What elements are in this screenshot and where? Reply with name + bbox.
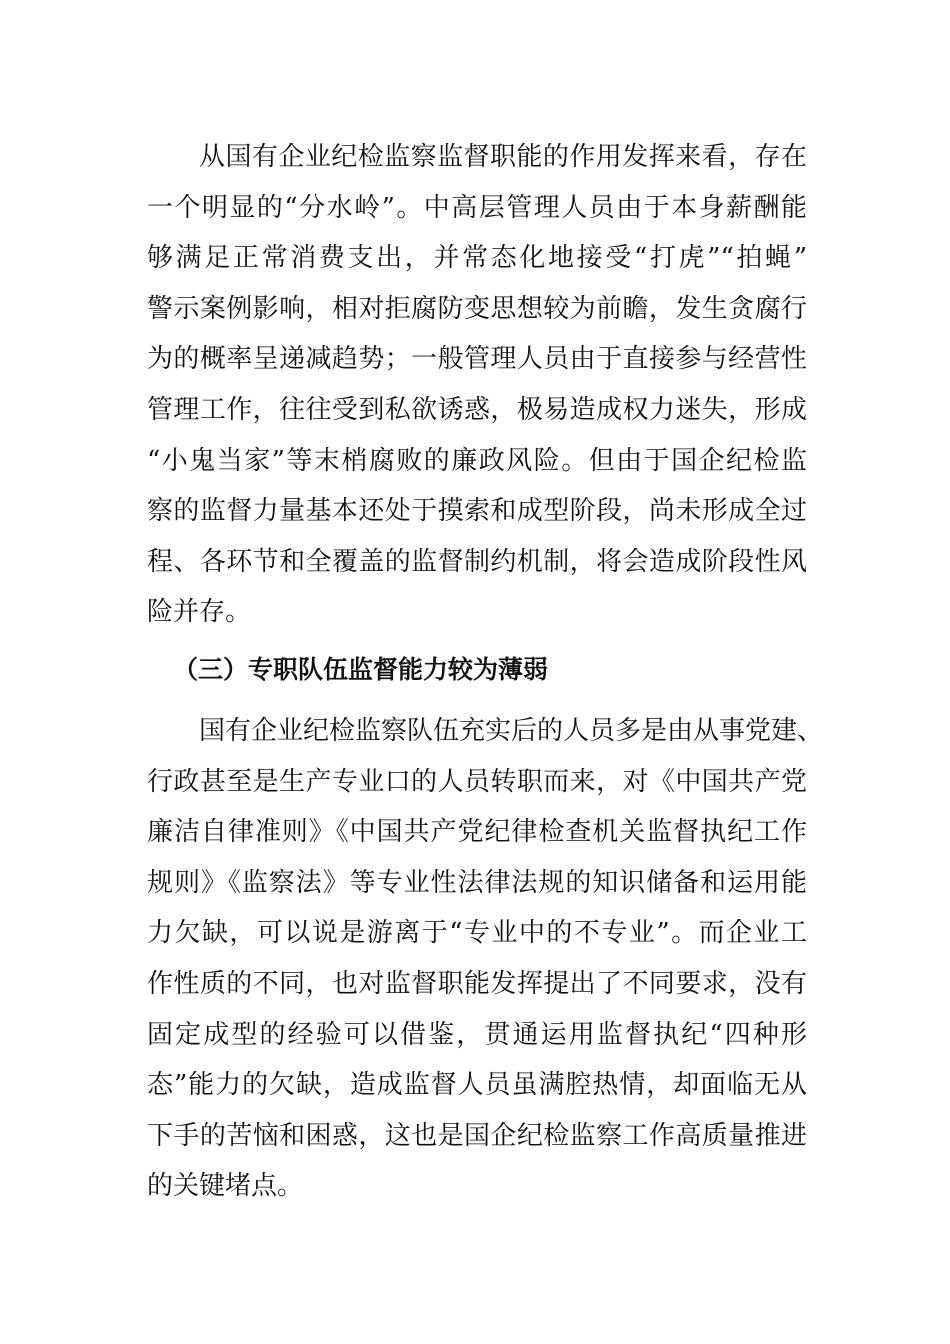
document-page bbox=[147, 132, 824, 1212]
paragraph-line: 险并存。 bbox=[147, 597, 252, 628]
paragraph-line: 力欠缺，可以说是游离于“专业中的不专业”。而企业工 bbox=[147, 918, 807, 949]
paragraph-1 bbox=[147, 132, 807, 638]
paragraph-line: 一个明显的“分水岭”。中高层管理人员由于本身薪酬能 bbox=[147, 192, 807, 223]
paragraph-line: 固定成型的经验可以借鉴，贯通运用监督执纪“四种形 bbox=[147, 1019, 807, 1050]
section-heading: （三）专职队伍监督能力较为薄弱 bbox=[173, 654, 549, 684]
paragraph-line: 下手的苦恼和困惑，这也是国企纪检监察工作高质量推进 bbox=[147, 1120, 807, 1151]
paragraph-line: 态”能力的欠缺，造成监督人员虽满腔热情，却面临无从 bbox=[147, 1070, 807, 1101]
paragraph-line: 察的监督力量基本还处于摸索和成型阶段，尚未形成全过 bbox=[147, 496, 807, 527]
paragraph-line: 作性质的不同，也对监督职能发挥提出了不同要求，没有 bbox=[147, 968, 807, 999]
paragraph-line: 廉洁自律准则》《中国共产党纪律检查机关监督执纪工作 bbox=[147, 817, 807, 848]
paragraph-line: “小鬼当家”等末梢腐败的廉政风险。但由于国企纪检监 bbox=[147, 445, 807, 476]
paragraph-line: 从国有企业纪检监察监督职能的作用发挥来看，存在 bbox=[199, 142, 807, 172]
paragraph-line: 国有企业纪检监察队伍充实后的人员多是由从事党建、 bbox=[199, 715, 824, 746]
paragraph-line: 的关键堵点。 bbox=[147, 1171, 304, 1202]
paragraph-line: 够满足正常消费支出，并常态化地接受“打虎”“拍蝇” bbox=[147, 243, 807, 274]
paragraph-line: 警示案例影响，相对拒腐防变思想较为前瞻，发生贪腐行 bbox=[147, 293, 807, 324]
paragraph-line: 行政甚至是生产专业口的人员转职而来，对《中国共产党 bbox=[147, 766, 807, 797]
paragraph-line: 程、各环节和全覆盖的监督制约机制，将会造成阶段性风 bbox=[147, 546, 807, 577]
paragraph-line: 规则》《监察法》等专业性法律法规的知识储备和运用能 bbox=[147, 867, 807, 898]
paragraph-line: 为的概率呈递减趋势；一般管理人员由于直接参与经营性 bbox=[147, 344, 807, 375]
paragraph-line: 管理工作，往往受到私欲诱惑，极易造成权力迷失，形成 bbox=[147, 394, 807, 425]
paragraph-2 bbox=[147, 706, 824, 1212]
